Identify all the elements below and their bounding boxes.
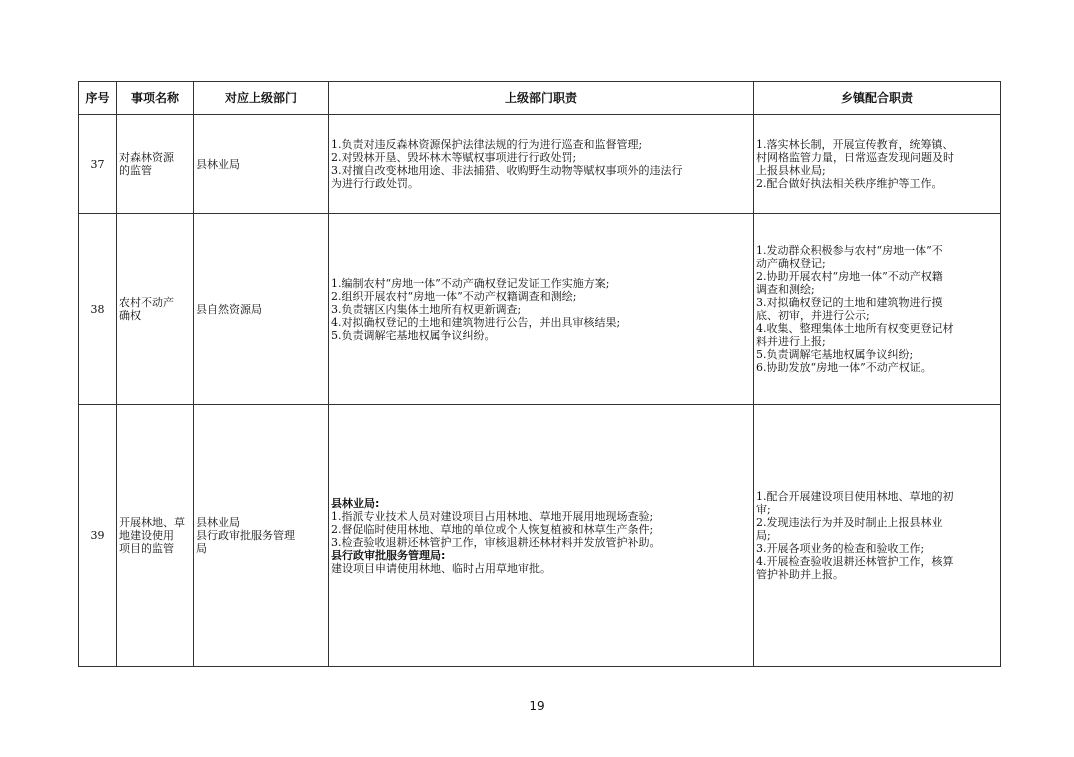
table-row	[79, 405, 1001, 667]
table-row	[79, 115, 1001, 214]
table-row	[79, 214, 1001, 405]
duty-table	[78, 81, 1001, 667]
header-town-duties: 乡镇配合职责	[754, 82, 1001, 115]
town-duties: 1.发动群众积极参与农村“房地一体”不 动产确权登记; 2.协助开展农村“房地一体”不动产权籍 调查和测绘; 3.对拟确权登记的土地和建筑物进行摸 底、初审，并进行公示; 4.收集、整理集体土地所有权变更登记材 料并进行上报; 5.负责调解宅基地权属争议纠纷; 6.协助发放“房地一体”不动产权证。	[754, 214, 1001, 405]
upper-duties: 1.编制农村“房地一体”不动产确权登记发证工作实施方案; 2.组织开展农村“房地一体”不动产权籍调查和测绘; 3.负责辖区内集体土地所有权更新调查; 4.对拟确权登记的土地和建筑物进行公告，并出具审核结果; 5.负责调解宅基地权属争议纠纷。	[329, 214, 754, 405]
header-dept: 对应上级部门	[194, 82, 329, 115]
town-duties: 1.配合开展建设项目使用林地、草地的初 审; 2.发现违法行为并及时制止上报县林业 局; 3.开展各项业务的检查和验收工作; 4.开展检查验收退耕还林管护工作，核算 管护补助并上报。	[754, 405, 1001, 667]
row-number: 37	[79, 115, 117, 214]
header-no: 序号	[79, 82, 117, 115]
header-item: 事项名称	[117, 82, 194, 115]
item-name: 对森林资源 的监管	[117, 115, 194, 214]
header-upper-duties: 上级部门职责	[329, 82, 754, 115]
department: 县自然资源局	[194, 214, 329, 405]
row-number: 38	[79, 214, 117, 405]
header-row	[79, 82, 1001, 115]
page-number: 19	[529, 699, 545, 713]
item-name: 开展林地、草 地建设使用 项目的监管	[117, 405, 194, 667]
item-name: 农村不动产 确权	[117, 214, 194, 405]
upper-duties: 县林业局: 1.指派专业技术人员对建设项目占用林地、草地开展用地现场查验; 2.督促临时使用林地、草地的单位或个人恢复植被和林草生产条件; 3.检查验收退耕还林管护工作，审核退耕还林材料并发放管护补助。 县行政审批服务管理局: 建设项目申请使用林地、临时占用草地审批。	[329, 405, 754, 667]
department: 县林业局	[194, 115, 329, 214]
upper-duties: 1.负责对违反森林资源保护法律法规的行为进行巡查和监督管理; 2.对毁林开垦、毁坏林木等赋权事项进行行政处罚; 3.对擅自改变林地用途、非法捕猎、收购野生动物等赋权事项外的违法行 为进行行政处罚。	[329, 115, 754, 214]
subheading-approval-bureau: 县行政审批服务管理局:	[331, 548, 446, 562]
department: 县林业局 县行政审批服务管理 局	[194, 405, 329, 667]
town-duties: 1.落实林长制，开展宣传教育，统筹镇、 村网格监管力量，日常巡查发现问题及时 上报县林业局; 2.配合做好执法相关秩序维护等工作。	[754, 115, 1001, 214]
row-number: 39	[79, 405, 117, 667]
subheading-forestry-bureau: 县林业局:	[331, 496, 380, 510]
